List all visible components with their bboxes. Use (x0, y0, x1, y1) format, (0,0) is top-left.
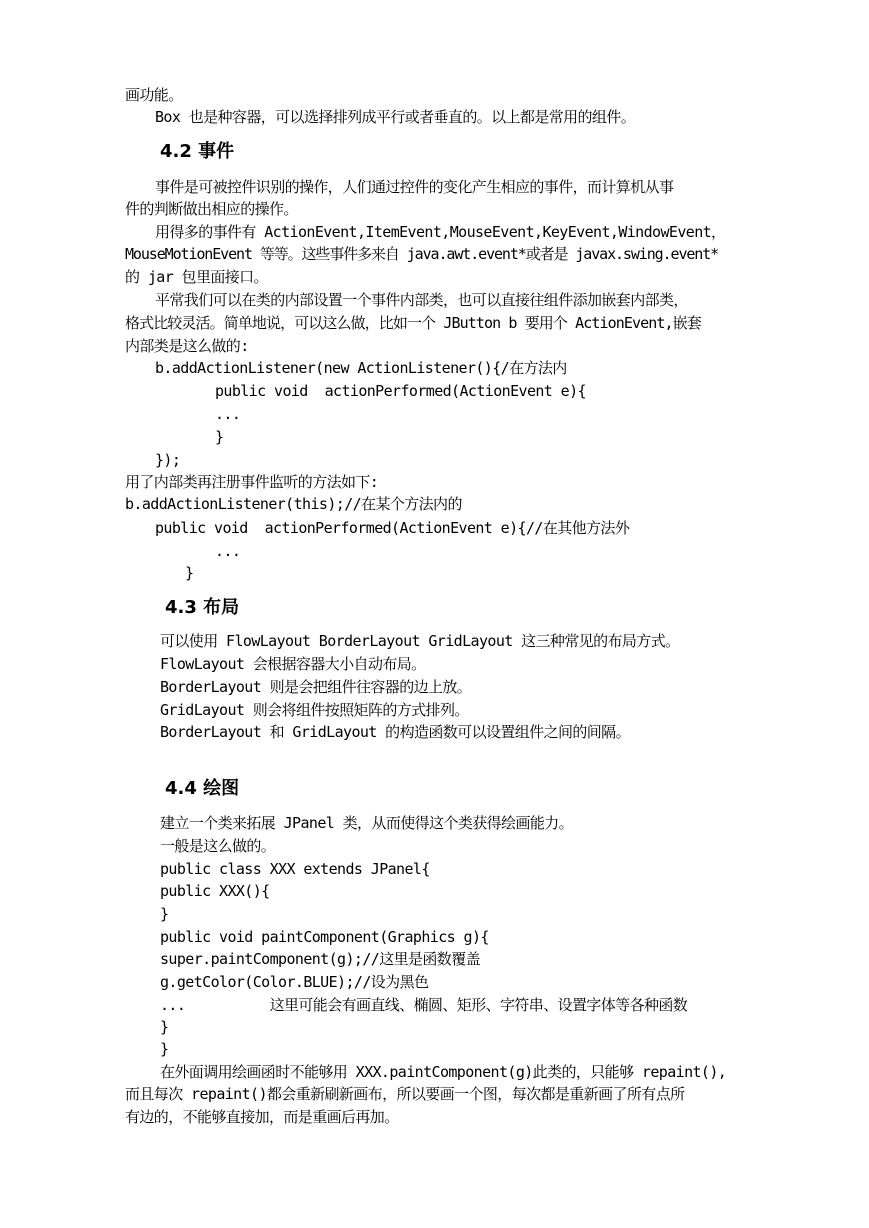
code-line: b.addActionListener(this);//在某个方法内的 (125, 495, 462, 513)
text-line: 平常我们可以在类的内部设置一个事件内部类，也可以直接往组件添加嵌套内部类， (155, 291, 688, 309)
code-line: } (160, 905, 169, 923)
code-line: ... (215, 405, 241, 423)
code-line: } (160, 1018, 169, 1036)
code-line: public class XXX extends JPanel{ (160, 860, 430, 878)
text-line: 建立一个类来拓展 JPanel 类，从而使得这个类获得绘画能力。 (160, 814, 574, 832)
section-heading-4-2: 4.2 事件 (160, 141, 235, 162)
text-line: 可以使用 FlowLayout BorderLayout GridLayout 这三种常见的布局方式。 (160, 632, 680, 650)
text-line: Box 也是种容器，可以选择排列成平行或者垂直的。以上都是常用的组件。 (155, 108, 636, 126)
text-line: MouseMotionEvent 等等。这些事件多来自 java.awt.event*或者是 javax.swing.event* (125, 245, 719, 263)
code-line: public XXX(){ (160, 882, 270, 900)
text-line: 用得多的事件有 ActionEvent,ItemEvent,MouseEvent,KeyEvent,WindowEvent， (155, 223, 726, 241)
text-line: 内部类是这么做的: (125, 337, 249, 355)
text-line: 用了内部类再注册事件监听的方法如下: (125, 473, 379, 491)
text-line: 在外面调用绘画函时不能够用 XXX.paintComponent(g)此类的，只能够 repaint(), (160, 1063, 727, 1081)
text-line: 件的判断做出相应的操作。 (125, 200, 298, 218)
text-line: 画功能。 (125, 86, 183, 104)
text-line: 事件是可被控件识别的操作，人们通过控件的变化产生相应的事件，而计算机从事 (155, 178, 674, 196)
text-line: BorderLayout 和 GridLayout 的构造函数可以设置组件之间的间隔。 (160, 723, 630, 741)
code-line: g.getColor(Color.BLUE);//设为黑色 (160, 973, 429, 991)
code-line: ... 这里可能会有画直线、椭圆、矩形、字符串、设置字体等各种函数 (160, 996, 688, 1014)
text-line: 的 jar 包里面接口。 (125, 268, 268, 286)
code-line: } (215, 428, 224, 446)
text-line: 而且每次 repaint()都会重新刷新画布，所以要画一个图，每次都是重新画了所有点所 (125, 1085, 685, 1103)
code-line: } (185, 564, 194, 582)
code-line: super.paintComponent(g);//这里是函数覆盖 (160, 950, 481, 968)
section-heading-4-4: 4.4 绘图 (165, 778, 240, 799)
code-line: public void actionPerformed(ActionEvent e){ (215, 382, 586, 400)
code-line: public void paintComponent(Graphics g){ (160, 928, 489, 946)
text-line: GridLayout 则会将组件按照矩阵的方式排列。 (160, 701, 469, 719)
text-line: 一般是这么做的。 (160, 837, 276, 855)
code-line: b.addActionListener(new ActionListener(){/在方法内 (155, 359, 567, 377)
text-line: 格式比较灵活。简单地说，可以这么做，比如一个 JButton b 要用个 ActionEvent,嵌套 (125, 314, 701, 332)
code-line: }); (155, 451, 181, 469)
code-line: public void actionPerformed(ActionEvent e){//在其他方法外 (155, 519, 630, 537)
section-heading-4-3: 4.3 布局 (165, 597, 240, 618)
code-line: ... (215, 542, 241, 560)
text-line: 有边的，不能够直接加，而是重画后再加。 (125, 1108, 399, 1126)
text-line: FlowLayout 会根据容器大小自动布局。 (160, 655, 426, 673)
code-line: } (160, 1040, 169, 1058)
text-line: BorderLayout 则是会把组件往容器的边上放。 (160, 678, 472, 696)
